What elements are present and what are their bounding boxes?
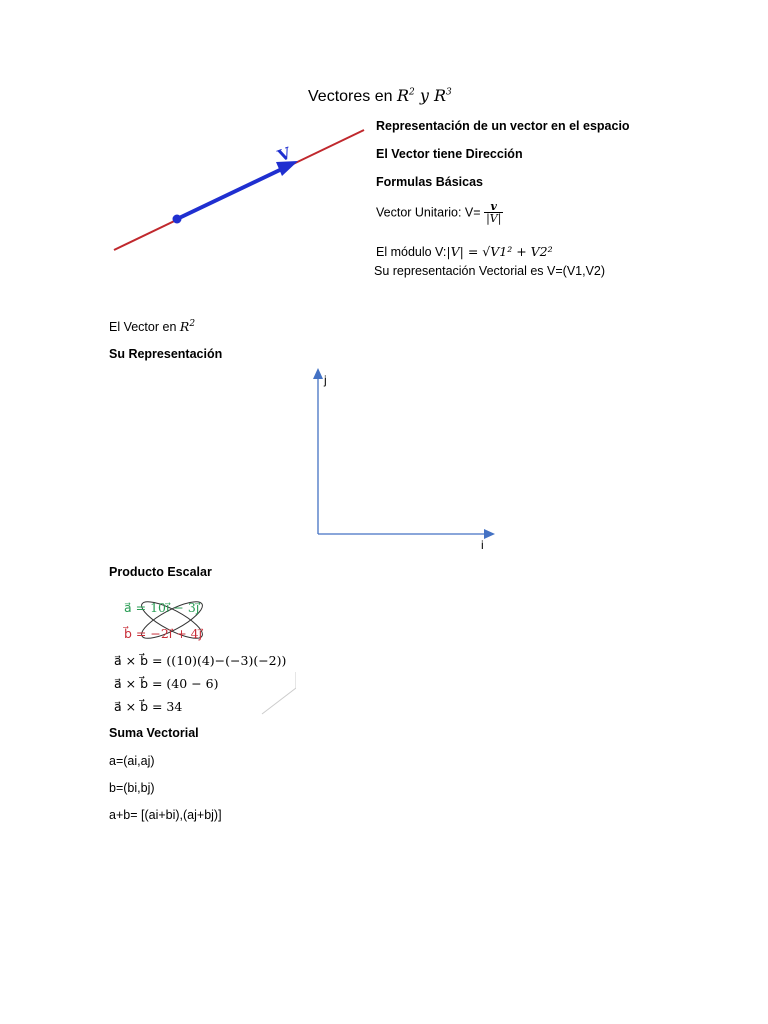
su-representacion: Su Representación <box>109 347 223 361</box>
title-r3: R <box>433 86 447 105</box>
unit-numerator: v <box>490 200 497 213</box>
suma-vectorial-heading: Suma Vectorial <box>109 726 199 740</box>
title-r2: R <box>396 86 409 105</box>
product-step-1: a⃗ × b⃗ = ((10)(4)−(−3)(−2)) <box>114 653 287 668</box>
vector-diagram <box>108 120 368 260</box>
list-item-formulas: Formulas Básicas <box>376 175 483 189</box>
vector-r2-heading <box>109 319 195 334</box>
axes-diagram <box>306 364 506 554</box>
modulo <box>376 244 553 259</box>
page-title <box>308 86 452 106</box>
title-prefix: Vectores en <box>308 88 393 105</box>
i-axis-label: i <box>481 538 484 552</box>
product-result: a⃗ × b⃗ = 34 <box>114 699 183 714</box>
suma-b: b=(bi,bj) <box>109 781 155 795</box>
vector-r2-label: El Vector en <box>109 320 177 335</box>
title-y: y <box>419 86 429 105</box>
modulo-formula: |V| = √V1² + V2² <box>446 244 553 259</box>
title-r3-exp: 3 <box>446 87 452 98</box>
i-axis-arrowhead <box>484 529 495 539</box>
vector-origin-dot <box>173 215 182 224</box>
list-item-representacion: Representación de un vector en el espacio <box>376 119 630 133</box>
suma-ab: a+b= [(ai+bi),(aj+bj)] <box>109 808 222 822</box>
producto-escalar-image <box>112 592 296 716</box>
suma-a: a=(ai,aj) <box>109 754 155 768</box>
product-step-2: a⃗ × b⃗ = (40 − 6) <box>114 676 219 691</box>
vector-unitario-label: Vector Unitario: V= <box>376 205 481 220</box>
producto-escalar-heading: Producto Escalar <box>109 565 212 579</box>
vector-a-line: a⃗ = 10i⃗ − 3j⃗ <box>124 600 200 615</box>
vector-unitario <box>376 201 503 224</box>
j-axis-arrowhead <box>313 368 323 379</box>
unit-denominator: |V| <box>486 212 502 225</box>
vector-r2-r: R <box>179 319 190 335</box>
vector-b-line: b⃗ = −2i⃗ + 4j⃗ <box>124 626 203 641</box>
j-axis-label: j <box>324 373 327 387</box>
vector-arrow <box>177 168 284 219</box>
vector-label: V <box>275 143 294 166</box>
unit-fraction <box>484 201 503 224</box>
vector-r2-exp: 2 <box>189 319 196 329</box>
list-item-direccion: El Vector tiene Dirección <box>376 147 523 161</box>
title-r2-exp: 2 <box>409 87 415 98</box>
modulo-label: El módulo V: <box>376 245 447 259</box>
representacion-vectorial: Su representación Vectorial es V=(V1,V2) <box>374 264 606 278</box>
